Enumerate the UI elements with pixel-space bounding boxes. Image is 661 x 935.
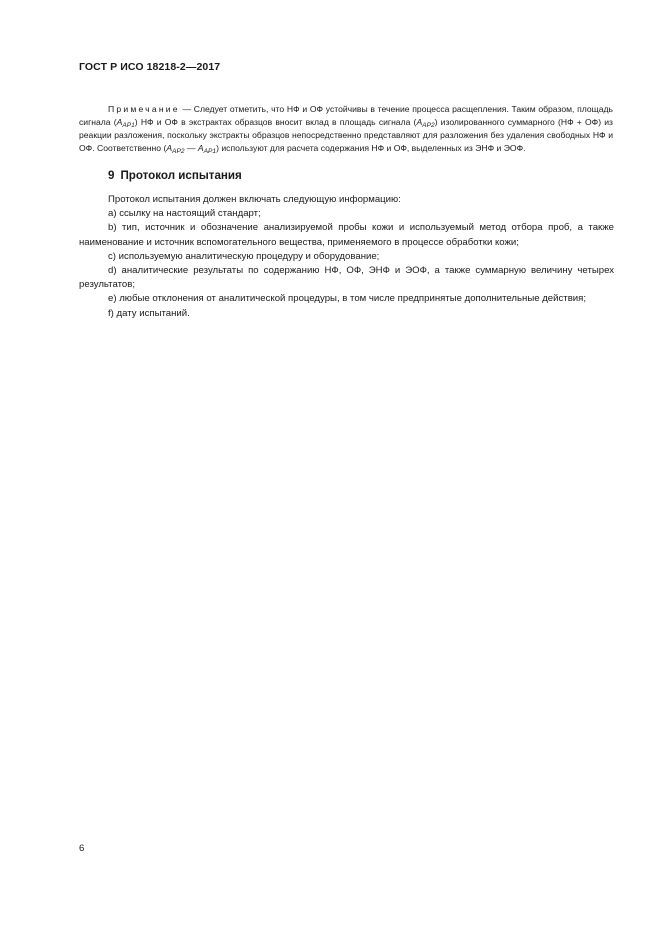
section-body <box>79 193 614 321</box>
section-number: 9 <box>108 169 115 182</box>
list-item-d: d) аналитические результаты по содержанию НФ, ОФ, ЭНФ и ЭОФ, а также суммарную величину четырех результатов; <box>79 265 614 291</box>
section-title: Протокол испытания <box>120 169 242 182</box>
document-header: ГОСТ Р ИСО 18218-2—2017 <box>79 61 221 73</box>
list-item-c: c) используемую аналитическую процедуру и оборудование; <box>108 250 380 262</box>
note-label: Примечание <box>108 104 180 114</box>
note-block <box>79 103 613 155</box>
page-number: 6 <box>79 843 85 854</box>
list-item-f: f) дату испытаний. <box>108 307 190 319</box>
intro-paragraph: Протокол испытания должен включать следующую информацию: <box>108 194 401 205</box>
list-item-a: а) ссылку на настоящий стандарт; <box>108 208 261 220</box>
list-item-b: b) тип, источник и обозначение анализируемой пробы кожи и используемый метод отбора проб, а также наименование и источник вспомогательного вещества, применяемого в процессе обработки кожи; <box>79 222 614 248</box>
list-item-e: e) любые отклонения от аналитической процедуры, в том числе предпринятые дополнительные действия; <box>108 293 587 305</box>
note-paragraph: Примечание — Следует отметить, что НФ и ОФ устойчивы в течение процесса расщепления. Таким образом, площадь сигнала $(A_{AP1})$ НФ и ОФ в экстрактах образцов вносит вклад в площадь сигнала $(A_{AP2})$ изолированного суммарного (НФ + ОФ) из реакции разложения, поскольку экстракты образцов непосредственно представляют для разложения без удаления свободных НФ и ОФ. Соответственно ($A_{AP2}$ — $A_{AP1}$) используют для расчета содержания НФ и ОФ, выделенных из ЭНФ и ЭОФ. <box>79 104 613 155</box>
section-heading <box>108 169 242 182</box>
